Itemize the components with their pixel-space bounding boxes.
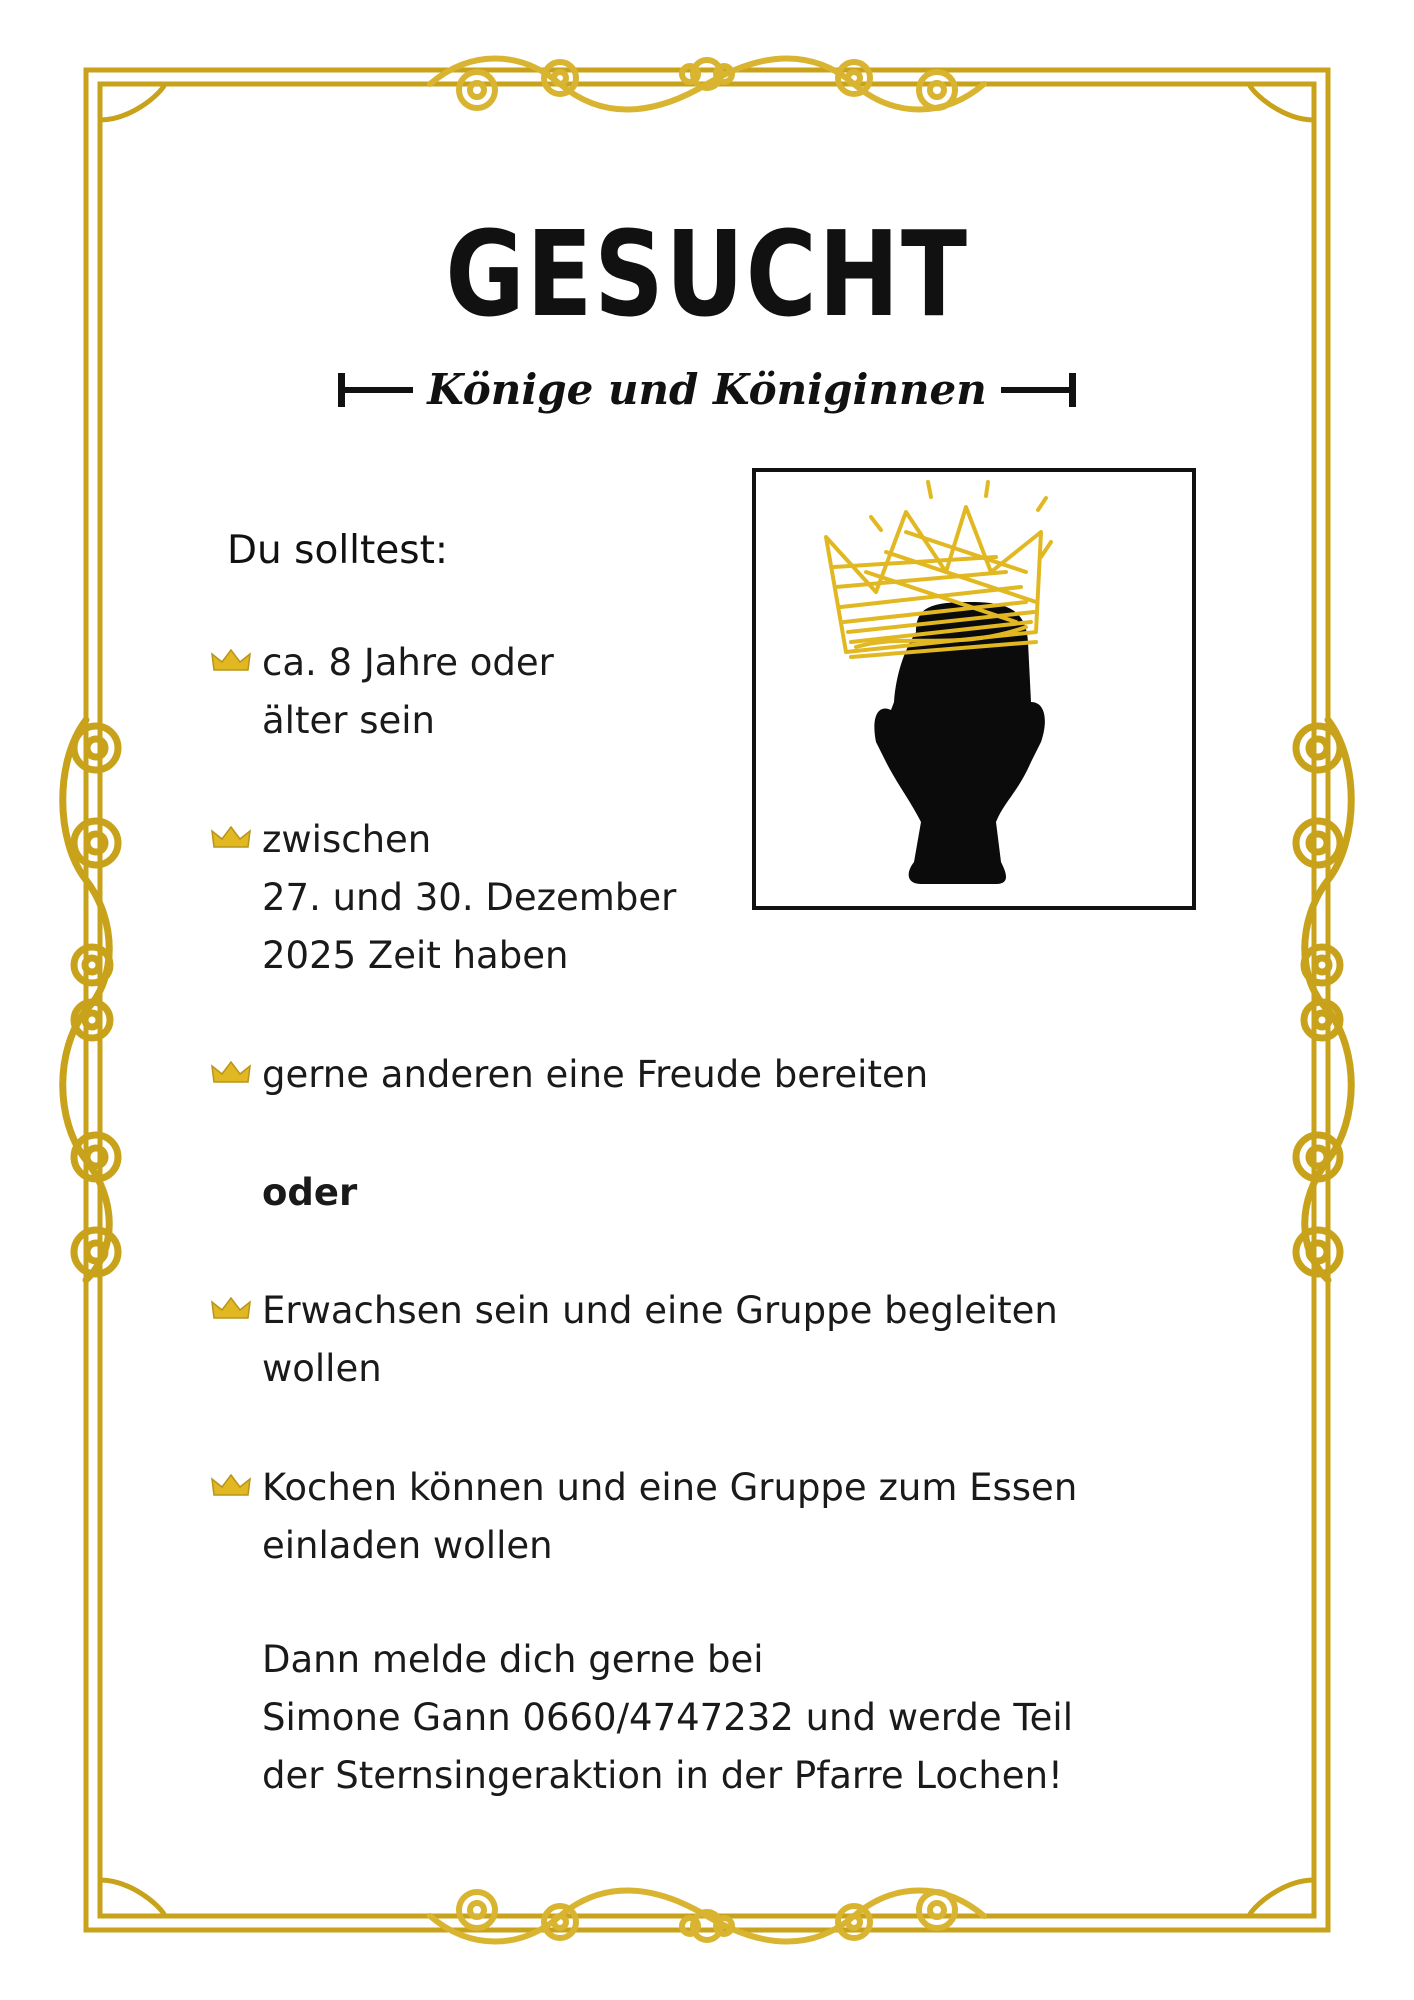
page-title: GESUCHT	[445, 205, 969, 343]
list-item	[262, 634, 554, 750]
list-item	[262, 811, 676, 985]
crown-icon	[210, 825, 252, 851]
bullet-2-line-2: 27. und 30. Dezember	[262, 876, 677, 919]
bullet-4-line-1: Erwachsen sein und eine Gruppe begleiten	[262, 1289, 1058, 1332]
list-item	[262, 1046, 928, 1104]
list-item	[262, 1459, 1077, 1575]
bullet-2-line-3: 2025 Zeit haben	[262, 934, 569, 977]
bullet-4-line-2: wollen	[262, 1347, 382, 1390]
head-with-crown-icon	[752, 468, 1196, 910]
crown-icon	[210, 1473, 252, 1499]
bullet-3-line-1: gerne anderen eine Freude bereiten	[262, 1053, 929, 1096]
bullet-1-line-1: ca. 8 Jahre oder	[262, 641, 554, 684]
right-bar-divider	[1001, 373, 1076, 407]
closing-line-1: Dann melde dich gerne bei	[262, 1638, 764, 1681]
closing-line-3: der Sternsingeraktion in der Pfarre Lochen!	[262, 1754, 1063, 1797]
closing-paragraph	[262, 1631, 1073, 1805]
subtitle-row	[0, 365, 1414, 414]
bullet-5-line-1: Kochen können und eine Gruppe zum Essen	[262, 1466, 1078, 1509]
bullet-1-line-2: älter sein	[262, 699, 435, 742]
list-item	[262, 1282, 1058, 1398]
separator-text: oder	[262, 1171, 358, 1214]
subtitle: Könige und Königinnen	[427, 365, 987, 414]
left-bar-divider	[338, 373, 413, 407]
bullet-5-line-2: einladen wollen	[262, 1524, 553, 1567]
intro-text: Du solltest:	[227, 528, 449, 573]
crown-icon	[210, 1296, 252, 1322]
bullet-2-line-1: zwischen	[262, 818, 432, 861]
crown-icon	[210, 648, 252, 674]
crown-icon	[210, 1060, 252, 1086]
closing-line-2: Simone Gann 0660/4747232 und werde Teil	[262, 1696, 1073, 1739]
